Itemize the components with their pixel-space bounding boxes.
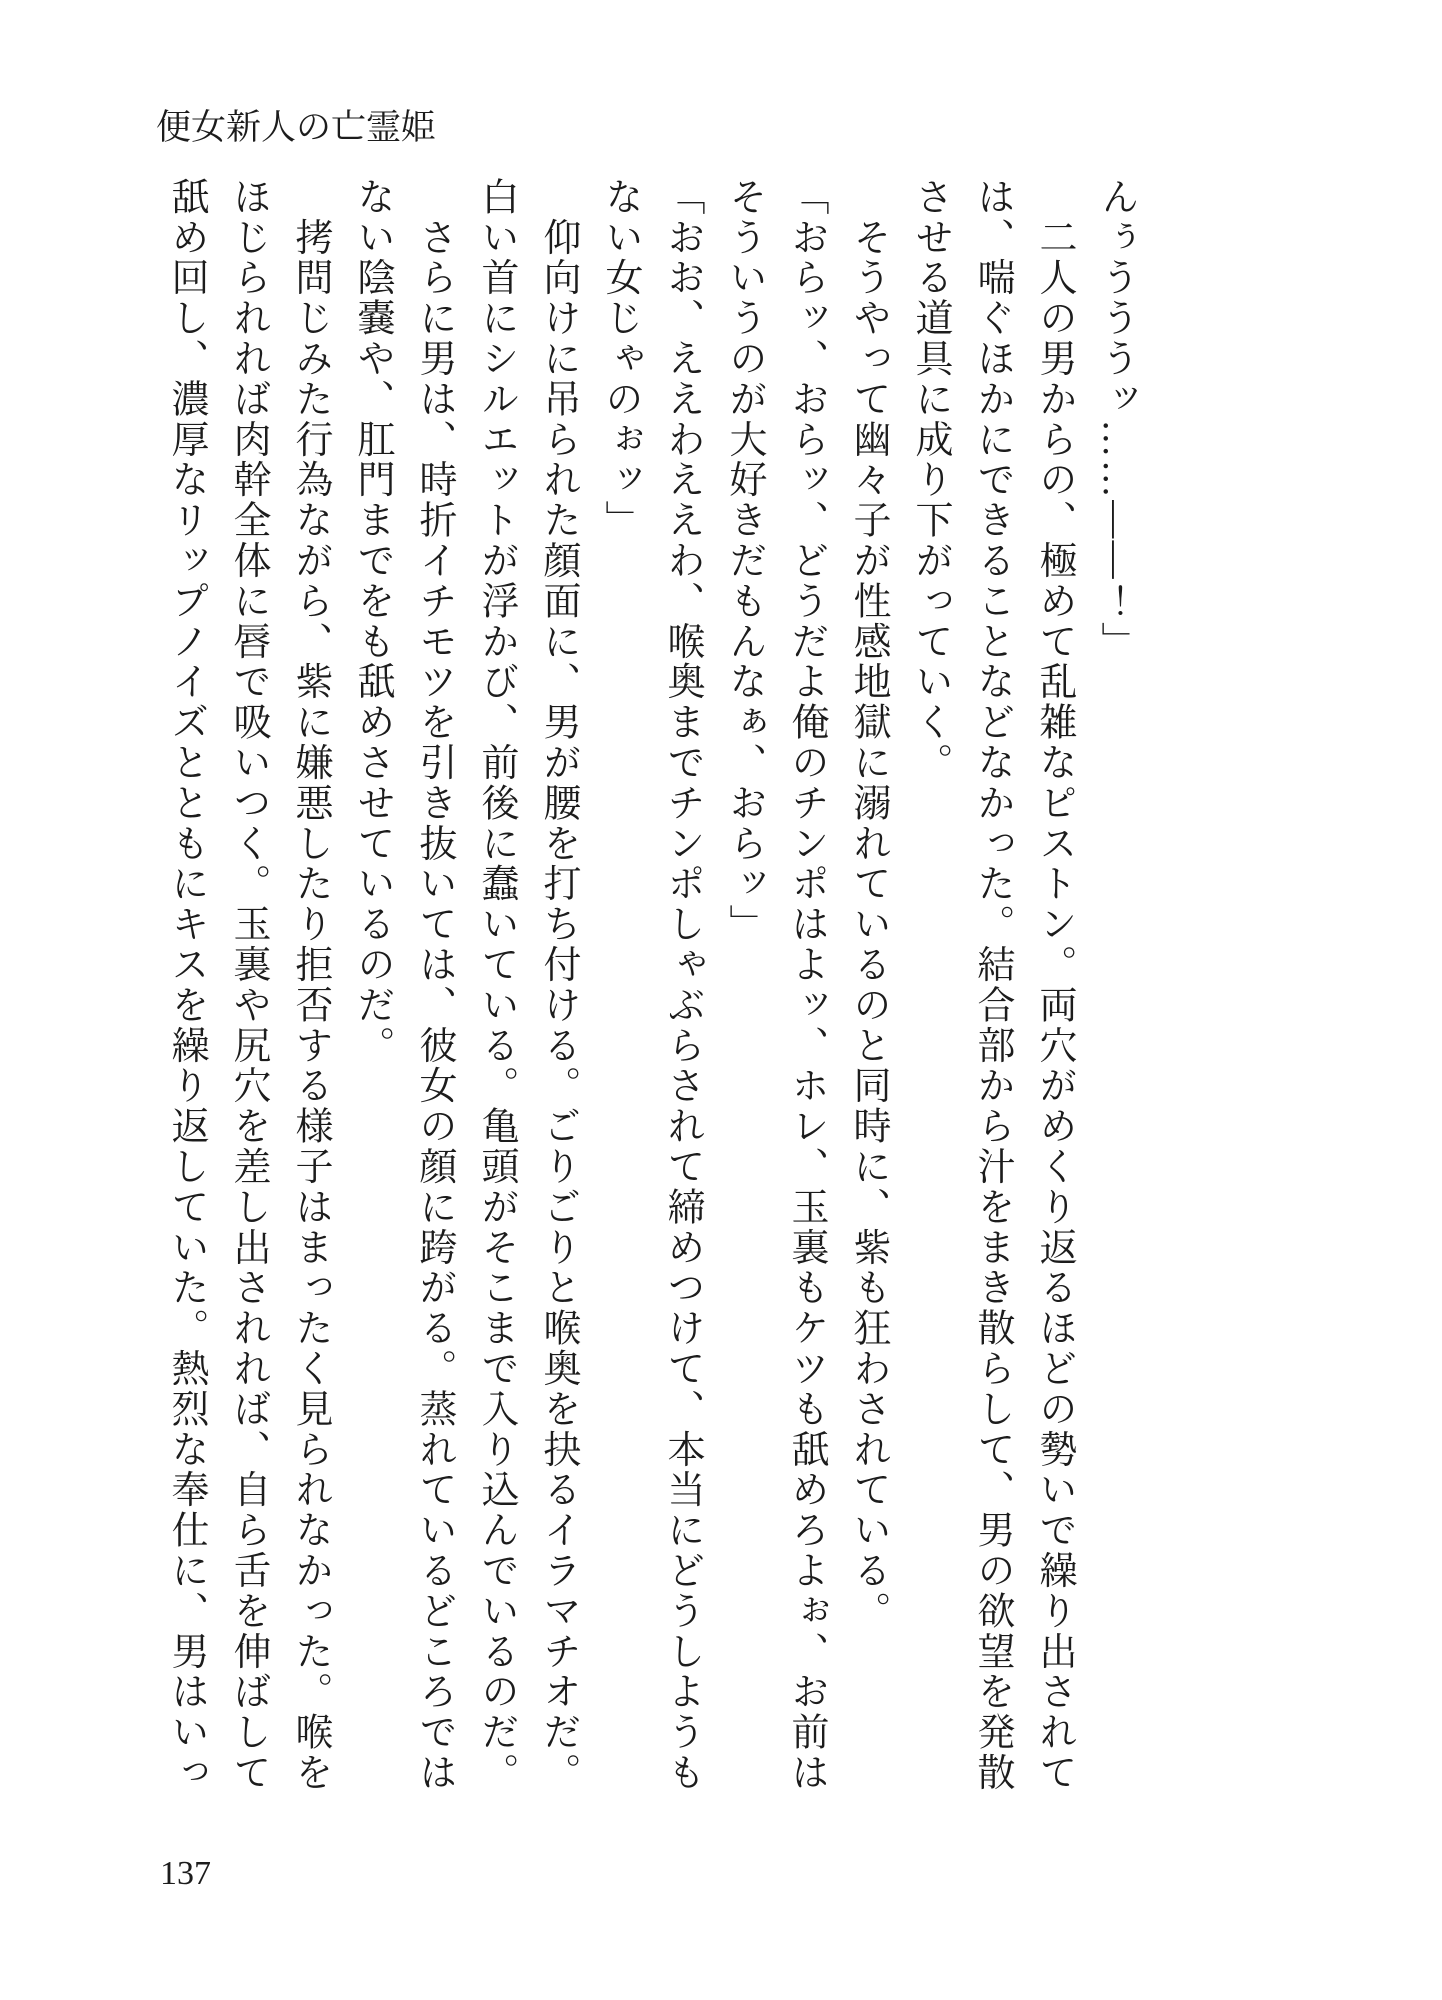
text-column-15: ほじられれば肉幹全体に唇で吸いつく。玉裏や尻穴を差し出されれば、自ら舌を伸ばして [227, 177, 269, 1793]
text-column-4: させる道具に成り下がっていく。 [909, 177, 951, 783]
text-column-8: 「おお、ええわええわ、喉奥までチンポしゃぶらされて締めつけて、本当にどうしようも [661, 177, 703, 1793]
text-column-10: 仰向けに吊られた顔面に、男が腰を打ち付ける。ごりごりと喉奥を抉るイラマチオだ。 [537, 177, 579, 1793]
text-column-14: 拷問じみた行為ながら、紫に嫌悪したり拒否する様子はまったく見られなかった。喉を [289, 177, 331, 1793]
text-column-2: 二人の男からの、極めて乱雑なピストン。両穴がめくり返るほどの勢いで繰り出されて [1033, 177, 1075, 1793]
text-column-7: そういうのが大好きだもんなぁ、おらッ」 [723, 177, 765, 945]
text-column-9: ない女じゃのぉッ」 [599, 177, 641, 541]
text-column-1: んぅうううッ……――！」 [1095, 177, 1137, 662]
text-column-11: 白い首にシルエットが浮かび、前後に蠢いている。亀頭がそこまで入り込んでいるのだ。 [475, 177, 517, 1793]
running-header-title: 便女新人の亡霊姫 [156, 108, 437, 147]
text-column-3: は、喘ぐほかにできることなどなかった。結合部から汁をまき散らして、男の欲望を発散 [971, 177, 1013, 1793]
text-column-6: 「おらッ、おらッ、どうだよ俺のチンポはよッ、ホレ、玉裏もケツも舐めろよぉ、お前は [785, 177, 827, 1793]
text-column-5: そうやって幽々子が性感地獄に溺れているのと同時に、紫も狂わされている。 [847, 177, 889, 1632]
page-number: 137 [160, 1855, 211, 1892]
text-column-16: 舐め回し、濃厚なリップノイズとともにキスを繰り返していた。熱烈な奉仕に、男はいっ [165, 177, 207, 1793]
body-text-block [155, 177, 1147, 1802]
text-column-13: ない陰嚢や、肛門までをも舐めさせているのだ。 [351, 177, 393, 1066]
text-column-12: さらに男は、時折イチモツを引き抜いては、彼女の顔に跨がる。蒸れているどころでは [413, 177, 455, 1793]
